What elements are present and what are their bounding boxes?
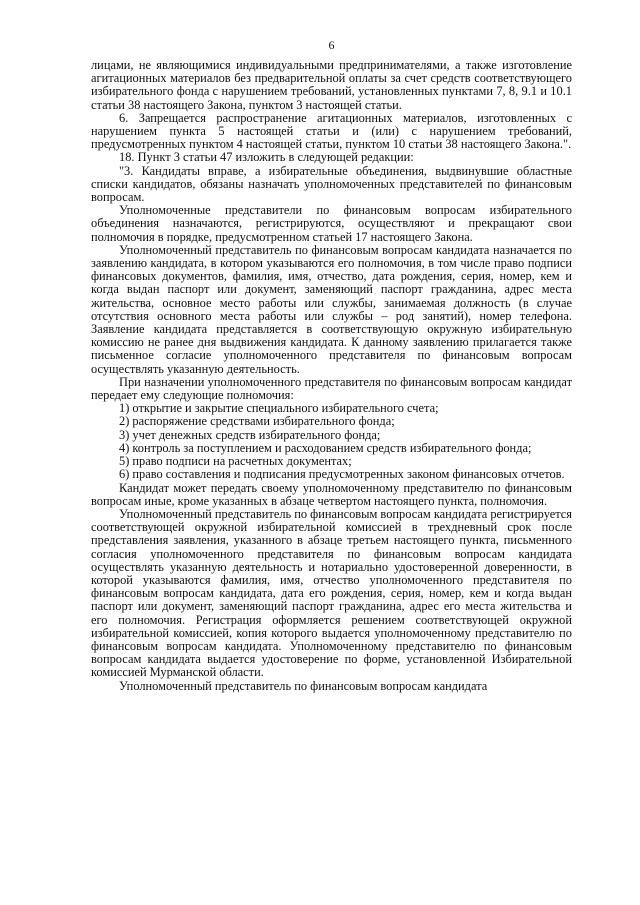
list-item: 6) право составления и подписания предусмотренных законом финансовых отчетов. <box>119 467 565 482</box>
document-body <box>91 59 572 693</box>
list-item: 4) контроль за поступлением и расходованием средств избирательного фонда; <box>119 440 532 455</box>
paragraph: При назначении уполномоченного представителя по финансовым вопросам кандидат передает ему следующие полномочия: <box>91 374 572 403</box>
paragraph: Уполномоченный представитель по финансовым вопросам кандидата <box>119 678 488 693</box>
paragraph: 18. Пункт 3 статьи 47 изложить в следующей редакции: <box>119 150 414 165</box>
paragraph: Уполномоченный представитель по финансовым вопросам кандидата назначается по заявлению кандидата, в котором указываются его полномочия, в том числе право подписи финансовых документов, фамилия, имя, отчество, дата рождения, серия, номер, кем и когда выдан паспорт или документ, заменяющий паспорт гражданина, адрес места жительства, основное место работы или службы, занимаемая должность (в случае отсутствия основного места работы или службы – род занятий), номер телефона. Заявление кандидата представляется в соответствующую окружную избирательную комиссию не ранее дня выдвижения кандидата. К данному заявлению прилагается также письменное согласие уполномоченного представителя по финансовым вопросам осуществлять указанную деятельность. <box>91 242 572 376</box>
paragraph: Уполномоченные представители по финансовым вопросам избирательного объединения назначаются, регистрируются, осуществляют и прекращают свои полномочия в порядке, предусмотренном статьей 17 настоящего Закона. <box>91 203 572 244</box>
paragraph: Кандидат может передать своему уполномоченному представителю по финансовым вопросам иные, кроме указанных в абзаце четвертом настоящего пункта, полномочия. <box>91 480 572 508</box>
paragraph: 6. Запрещается распространение агитационных материалов, изготовленных с нарушением пункта 5 настоящей статьи и (или) с нарушением требований, предусмотренных пунктом 4 настоящей статьи, пунктом 10 статьи 38 настоящего Закона.". <box>91 110 572 152</box>
paragraph: Уполномоченный представитель по финансовым вопросам кандидата регистрируется соответствующей окружной избирательной комиссией в трехдневный срок после представления заявления, указанного в абзаце третьем настоящего пункта, письменного согласия уполномоченного представителя по финансовым вопросам кандидата осуществлять указанную деятельность и нотариально удостоверенной доверенности, в которой указываются фамилия, имя, отчество уполномоченного представителя по финансовым вопросам кандидата, дата его рождения, серия, номер, кем и когда выдан паспорт или документ, заменяющий паспорт гражданина, адрес его места жительства и его полномочия. Регистрация оформляется решением соответствующей окружной избирательной комиссией, копия которого выдается уполномоченному представителю по финансовым вопросам кандидата. Уполномоченному представителю по финансовым вопросам кандидата выдается удостоверение по форме, установленной Избирательной комиссией Мурманской области. <box>91 506 572 680</box>
list-item: 3) учет денежных средств избирательного фонда; <box>119 427 381 442</box>
list-item: 2) распоряжение средствами избирательного фонда; <box>119 414 395 429</box>
paragraph: "3. Кандидаты вправе, а избирательные объединения, выдвинувшие областные списки кандидатов, обязаны назначать уполномоченных представителей по финансовым вопросам. <box>91 163 572 205</box>
page-number: 6 <box>328 38 335 52</box>
list-item: 1) открытие и закрытие специального избирательного счета; <box>119 401 439 416</box>
paragraph: лицами, не являющимися индивидуальными предпринимателями, а также изготовление агитационных материалов без предварительной оплаты за счет средств соответствующего избирательного фонда с нарушением требований, установленных пунктами 7, 8, 9.1 и 10.1 статьи 38 настоящего Закона, пунктом 3 настоящей статьи. <box>91 58 572 112</box>
list-item: 5) право подписи на расчетных документах; <box>119 454 352 469</box>
